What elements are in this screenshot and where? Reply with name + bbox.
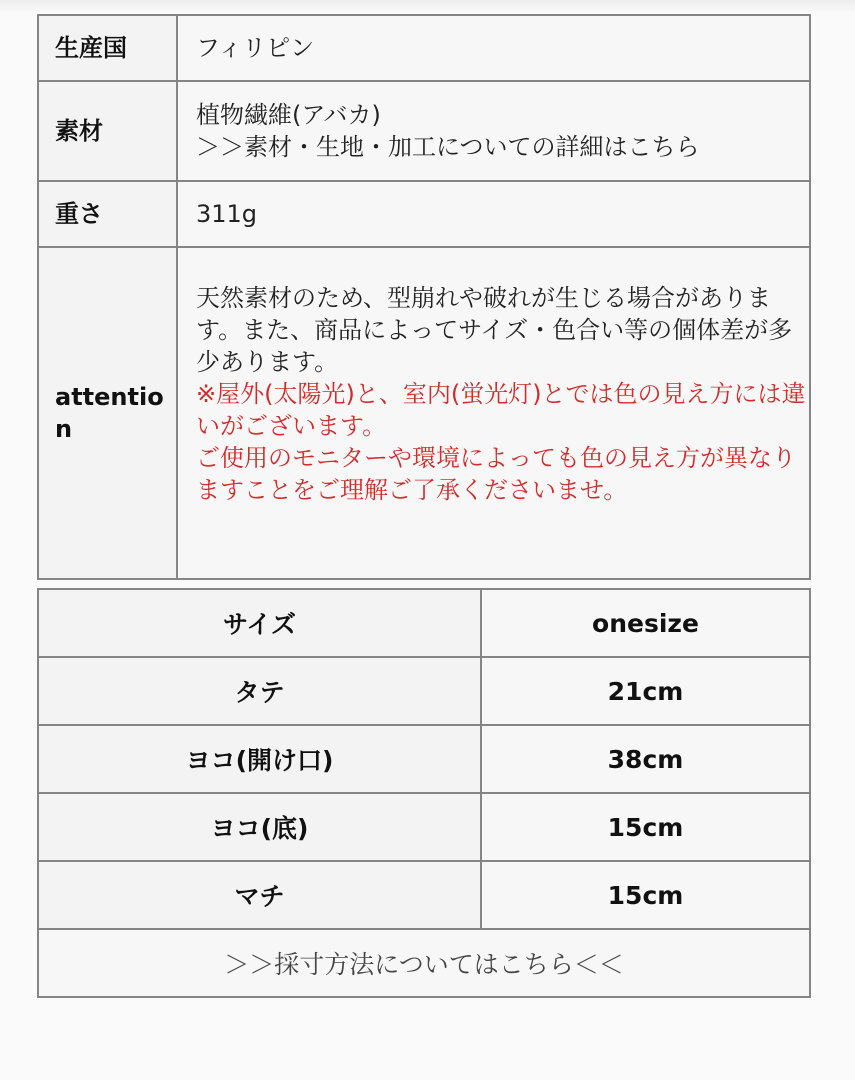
size-row (38, 793, 810, 861)
size-row-label: ヨコ(開け口) (38, 725, 481, 793)
material-details-link[interactable]: ＞＞素材・生地・加工についての詳細はこちら (196, 133, 700, 161)
country-value: フィリピン (177, 15, 810, 81)
spec-row-weight (38, 181, 810, 247)
product-spec-table (37, 14, 811, 580)
attention-warning-lighting: ※屋外(太陽光)と、室内(蛍光灯)とでは色の見え方には違いがございます。 (196, 380, 806, 440)
attention-label: attention (38, 247, 177, 579)
size-row-label: タテ (38, 657, 481, 725)
size-row-label: マチ (38, 861, 481, 929)
weight-value: 311g (177, 181, 810, 247)
material-cell (177, 81, 810, 181)
size-row-label: サイズ (38, 589, 481, 657)
material-value: 植物繊維(アバカ) (196, 101, 381, 129)
attention-note: 天然素材のため、型崩れや破れが生じる場合があります。また、商品によってサイズ・色合い等の個体差が多少あります。 (196, 284, 793, 376)
size-row-value: onesize (481, 589, 810, 657)
spec-row-attention (38, 247, 810, 579)
measurement-method-link[interactable]: ＞＞採寸方法についてはこちら＜＜ (38, 929, 810, 997)
size-row-value: 21cm (481, 657, 810, 725)
size-row-value: 15cm (481, 861, 810, 929)
size-row-value: 38cm (481, 725, 810, 793)
country-label: 生産国 (38, 15, 177, 81)
spec-row-material (38, 81, 810, 181)
attention-text (177, 247, 810, 579)
spec-row-country (38, 15, 810, 81)
weight-label: 重さ (38, 181, 177, 247)
material-label: 素材 (38, 81, 177, 181)
size-row-label: ヨコ(底) (38, 793, 481, 861)
size-row (38, 861, 810, 929)
size-table (37, 588, 811, 998)
measure-link-row (38, 929, 810, 997)
top-shadow (0, 0, 855, 14)
size-row (38, 725, 810, 793)
attention-warning-monitor: ご使用のモニターや環境によっても色の見え方が異なりますことをご理解ご了承くださいませ。 (196, 444, 796, 504)
size-row (38, 589, 810, 657)
size-row-value: 15cm (481, 793, 810, 861)
size-row (38, 657, 810, 725)
